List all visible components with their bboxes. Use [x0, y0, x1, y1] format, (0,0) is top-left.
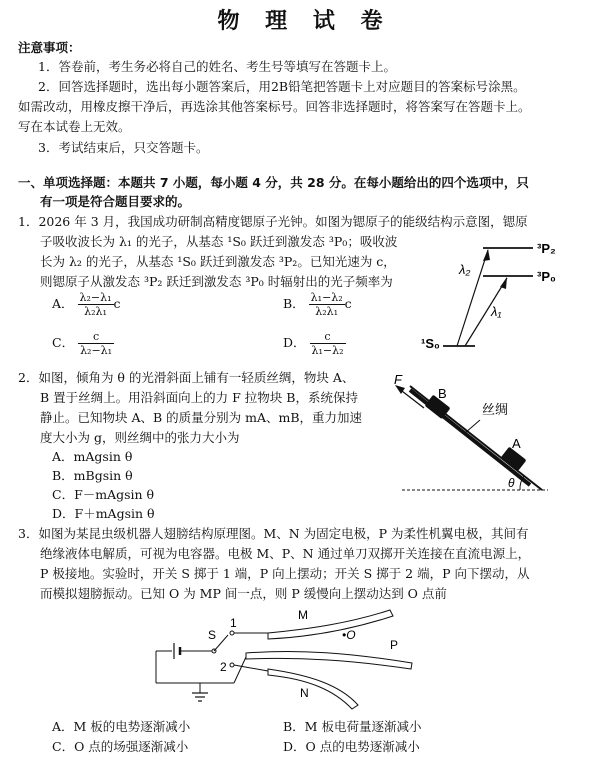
- q1-option-b: [283, 291, 352, 318]
- option-label: D．: [283, 335, 306, 350]
- denominator: λ₁−λ₂: [311, 344, 344, 357]
- label-n: N: [300, 686, 309, 700]
- q1-line-1: 1．2026 年 3 月，我国成功研制高精度锶原子光钟。如图为锶原子的能级结构示意图，锶原: [18, 214, 528, 229]
- numerator: λ₂−λ₁: [79, 291, 112, 304]
- label-f: F: [394, 372, 402, 387]
- q3-line-4: 而模拟翅膀振动。已知 O 为 MP 间一点，则 P 缓慢向上摆动达到 O 点前: [40, 586, 447, 601]
- q1-option-a: [52, 291, 121, 318]
- q1-option-d: [283, 330, 346, 357]
- denominator: λ₂λ₁: [315, 305, 339, 318]
- note-2-line-3: 写在本试卷上无效。: [18, 119, 131, 134]
- fraction: [78, 330, 114, 357]
- q2-line-3: 静止。已知物块 A、B 的质量分别为 mA、mB，重力加速: [40, 410, 363, 425]
- switch-contact-2: [230, 663, 234, 667]
- note-2-line-2: 如需改动，用橡皮擦干净后，再选涂其他答案标号。回答非选择题时，将答案写在答题卡上。: [18, 99, 531, 114]
- section-heading-line-1: 一、单项选择题：本题共 7 小题，每小题 4 分，共 28 分。在每小题给出的四个选项中，只: [18, 175, 529, 190]
- fraction: [309, 291, 345, 318]
- page-title: 物 理 试 卷: [217, 9, 392, 34]
- wire-p-ground: [234, 657, 246, 683]
- label-3p0: ³P₀: [537, 269, 556, 284]
- tail: c: [344, 296, 352, 311]
- q3-option-d: D．O 点的电势逐渐减小: [283, 739, 420, 754]
- denominator: λ₂−λ₁: [80, 344, 113, 357]
- q3-option-b: B．M 板电荷量逐渐减小: [283, 719, 422, 734]
- q3-option-c: C．O 点的场强逐渐减小: [52, 739, 189, 754]
- q2-option-a: A．mAgsin θ: [52, 449, 133, 464]
- arrowhead-lambda2: [483, 249, 490, 261]
- option-label: A．: [52, 296, 74, 311]
- label-1s0: ¹S₀: [421, 336, 440, 351]
- q3-line-2: 绝缘液体电解质，可视为电容器。电极 M、P、N 通过单刀双掷开关连接在直流电源上，: [40, 546, 531, 561]
- switch-contact-1: [230, 631, 234, 635]
- notes-heading: 注意事项：: [18, 40, 81, 55]
- numerator: c: [78, 330, 114, 344]
- q2-option-d: D．F＋mAgsin θ: [52, 506, 155, 521]
- numerator: c: [310, 330, 346, 344]
- option-label: C．: [52, 335, 75, 350]
- q2-line-1: 2．如图，倾角为 θ 的光滑斜面上铺有一轻质丝绸，物块 A、: [18, 370, 355, 385]
- label-o: •O: [342, 628, 356, 642]
- q2-option-b: B．mBgsin θ: [52, 468, 133, 483]
- electrode-p: [246, 651, 412, 669]
- energy-level-diagram: [415, 228, 600, 356]
- label-contact-2: 2: [220, 660, 227, 674]
- label-s: S: [208, 628, 217, 642]
- section-heading-line-2: 有一项是符合题目要求的。: [40, 194, 191, 209]
- switch-blade: [214, 635, 228, 651]
- label-contact-1: 1: [230, 616, 237, 630]
- fraction: [78, 291, 114, 318]
- q2-line-4: 度大小为 g，则丝绸中的张力大小为: [40, 430, 240, 445]
- label-b: B: [438, 386, 447, 401]
- q3-line-1: 3．如图为某昆虫级机器人翅膀结构原理图。M、N 为固定电极，P 为柔性机翼电极，其间有: [18, 526, 529, 541]
- q1-option-c: [52, 330, 114, 357]
- electrode-n: [268, 669, 358, 709]
- arrowhead-lambda1: [500, 277, 507, 289]
- note-1: 1．答卷前，考生务必将自己的姓名、考生号等填写在答题卡上。: [38, 59, 396, 74]
- wire-to-n: [234, 665, 268, 671]
- label-silk: 丝绸: [482, 402, 509, 417]
- q2-line-2: B 置于丝绸上。用沿斜面向上的力 F 拉物块 B，系统保持: [40, 390, 358, 405]
- numerator: λ₁−λ₂: [310, 291, 343, 304]
- wing-circuit-diagram: [150, 605, 430, 710]
- denominator: λ₂λ₁: [84, 305, 107, 318]
- electrode-m: [268, 610, 393, 639]
- label-lambda1: λ₁: [491, 304, 502, 319]
- fraction: [310, 330, 346, 357]
- q1-line-4: 则锶原子从激发态 ³P₂ 跃迁到激发态 ³P₀ 时辐射出的光子频率为: [40, 274, 393, 289]
- q2-option-c: C．F－mAgsin θ: [52, 487, 155, 502]
- note-3: 3．考试结束后，只交答题卡。: [38, 140, 209, 155]
- label-theta: θ: [508, 476, 515, 490]
- silk-pointer: [465, 420, 480, 433]
- q1-line-2: 子吸收波长为 λ₁ 的光子，从基态 ¹S₀ 跃迁到激发态 ³P₀；吸收波: [40, 234, 398, 249]
- note-2-line-1: 2．回答选择题时，选出每小题答案后，用2B铅笔把答题卡上对应题目的答案标号涂黑。: [38, 79, 526, 94]
- q3-option-a: A．M 板的电势逐渐减小: [52, 719, 191, 734]
- q1-line-3: 长为 λ₂ 的光子，从基态 ¹S₀ 跃迁到激发态 ³P₂。已知光速为 c，: [40, 254, 396, 269]
- option-label: B．: [283, 296, 305, 311]
- tail: c: [113, 296, 121, 311]
- label-3p2: ³P₂: [537, 241, 556, 256]
- label-lambda2: λ₂: [459, 262, 471, 277]
- label-p: P: [390, 638, 399, 652]
- label-m: M: [298, 608, 308, 622]
- label-a: A: [512, 436, 521, 451]
- incline-diagram: [380, 368, 555, 498]
- q3-line-3: P 极接地。实验时，开关 S 掷于 1 端，P 向上摆动；开关 S 掷于 2 端，P 向下摆动，从: [40, 566, 530, 581]
